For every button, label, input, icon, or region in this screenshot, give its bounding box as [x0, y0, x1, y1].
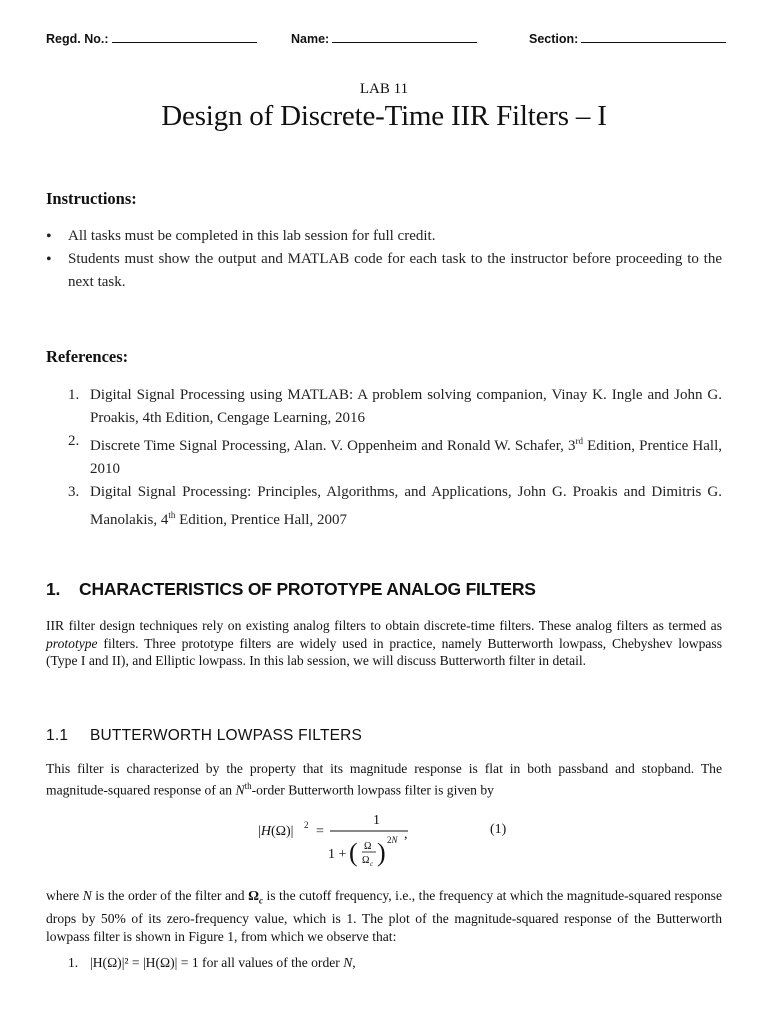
- reference-number: 1.: [68, 387, 80, 403]
- regd-no-label: Regd. No.:: [46, 32, 109, 46]
- svg-text:Ω: Ω: [364, 841, 372, 852]
- observation-item-1: 1. |H(Ω)|² = |H(Ω)| = 1 for all values of the order N,: [68, 955, 356, 970]
- section-field: [529, 31, 726, 46]
- svg-text:,: ,: [404, 827, 408, 842]
- svg-text:|H(Ω)|: |H(Ω)|: [258, 824, 294, 839]
- svg-text:2N: 2N: [387, 835, 398, 845]
- subsection-number: 1.1: [46, 727, 69, 744]
- svg-text:=: =: [316, 824, 324, 839]
- lab-number: LAB 11: [359, 81, 409, 97]
- instruction-item: • All tasks must be completed in this lab session for full credit.: [46, 225, 722, 248]
- section-label: Section:: [529, 32, 579, 46]
- reference-text: Digital Signal Processing: Principles, Algorithms, and Applications, John G. Proakis and Dimitris G. Manolakis, 4th Edition, Prentice Hall, 2007: [90, 484, 722, 528]
- page-title: Design of Discrete-Time IIR Filters – I: [161, 100, 607, 132]
- butterworth-equation: [258, 812, 428, 873]
- section-1-paragraph: IIR filter design techniques rely on existing analog filters to obtain discrete-time filters. These analog filters as termed as prototype filters. Three prototype filters are widely used in practice, namely Butterworth lowpass, Chebyshev lowpass (Type I and II), and Elliptic lowpass. In this lab session, we will discuss Butterworth filter in detail.: [46, 618, 722, 668]
- equation-graphic: [258, 812, 428, 868]
- references-heading: References:: [46, 347, 129, 366]
- reference-item: [68, 430, 722, 481]
- section-1-1-paragraph-2: where N is the order of the filter and $\Omega_c$ is the cutoff frequency, i.e., the frequency at which the magnitude-squared response drops by 50% of its zero-frequency value, which is 1. The plot of the magnitude-squared response of the Butterworth lowpass filter is shown in Figure 1, from which we observe that:: [46, 888, 723, 944]
- svg-text:2: 2: [304, 820, 309, 830]
- reference-number: 2.: [68, 433, 80, 449]
- svg-text:Ω: Ω: [362, 855, 370, 866]
- reference-text: Digital Signal Processing using MATLAB: A problem solving companion, Vinay K. Ingle and John G. Proakis, 4th Edition, Cengage Learning, 2016: [90, 387, 722, 426]
- name-blank: [332, 31, 477, 43]
- svg-text:): ): [377, 838, 386, 867]
- section-1-heading: [46, 579, 536, 600]
- svg-text:(: (: [349, 838, 358, 867]
- reference-item: [68, 481, 722, 532]
- instructions-heading: Instructions:: [46, 189, 137, 208]
- references-list: [68, 384, 722, 532]
- observation-number: 1.: [68, 955, 79, 970]
- svg-text:1 +: 1 +: [328, 847, 347, 862]
- svg-text:c: c: [370, 860, 374, 868]
- section-1-1-heading: [46, 727, 362, 745]
- regd-no-blank: [112, 31, 257, 43]
- reference-item: [68, 384, 722, 430]
- name-label: Name:: [291, 32, 330, 46]
- svg-text:1: 1: [373, 813, 380, 828]
- instruction-item: • Students must show the output and MATLAB code for each task to the instructor before proceeding to the next task.: [46, 248, 722, 294]
- reference-number: 3.: [68, 484, 80, 500]
- regd-no-field: [46, 31, 257, 46]
- section-number: 1.: [46, 579, 61, 599]
- section-blank: [581, 31, 726, 43]
- section-1-1-paragraph-1: This filter is characterized by the property that its magnitude response is flat in both passband and stopband. The magnitude-squared response of an $N^{th}$-order Butterworth lowpass filter is given by: [46, 761, 722, 798]
- name-field: [291, 31, 477, 46]
- observation-math: |H(Ω)|² = |H(Ω)| = 1: [90, 955, 199, 970]
- section-title: CHARACTERISTICS OF PROTOTYPE ANALOG FILTERS: [79, 579, 536, 599]
- equation-number: (1): [490, 822, 507, 837]
- reference-text: Discrete Time Signal Processing, Alan. V. Oppenheim and Ronald W. Schafer, 3rd Edition, Prentice Hall, 2010: [90, 436, 722, 477]
- subsection-title: BUTTERWORTH LOWPASS FILTERS: [90, 727, 363, 744]
- instructions-list: [46, 225, 722, 294]
